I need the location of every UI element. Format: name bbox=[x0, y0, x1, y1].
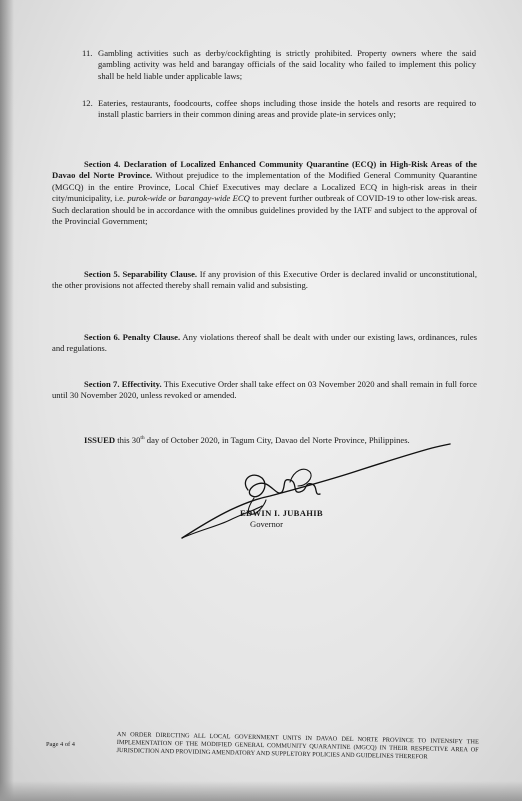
section-7 bbox=[52, 379, 477, 402]
section-6-heading: Section 6. Penalty Clause. bbox=[84, 332, 181, 342]
list-item-number: 12. bbox=[82, 98, 93, 108]
section-4-text-b: to prevent further outbreak of COVID-19 to other low-risk areas. Such declaration should be in accordance with the omnibus guidelines provided by the IATF and subject to the approval of the Provincial Government; bbox=[52, 193, 477, 227]
section-4 bbox=[52, 159, 477, 227]
issued-superscript: th bbox=[140, 435, 145, 442]
signatory-title: Governor bbox=[250, 519, 283, 529]
section-4-heading: Section 4. Declaration of Localized Enhanced Community Quarantine (ECQ) in High-Risk Areas of the Davao del Norte Province. bbox=[52, 159, 477, 181]
footer-order-title: AN ORDER DIRECTING ALL LOCAL GOVERNMENT UNITS IN DAVAO DEL NORTE PROVINCE TO INTENSIFY THE IMPLEMENTATION OF THE MODIFIED GENERAL COMMUNITY QUARANTINE (MGCQ) IN THEIR RESPECTIVE AREA OF JURISDICTION AND PROVIDING AMENDATORY AND SUPPLETORY POLICIES AND GUIDELINES THEREFOR bbox=[116, 731, 479, 761]
list-item-text: Eateries, restaurants, foodcourts, coffee shops including those inside the hotels and resorts are required to install plastic barriers in their common dining areas and provide plate-in services only; bbox=[98, 98, 476, 120]
issued-text-b: day of October 2020, in Tagum City, Davao del Norte Province, Philippines. bbox=[144, 435, 410, 445]
handwritten-signature bbox=[170, 440, 490, 550]
section-5 bbox=[52, 269, 477, 292]
section-4-text-italic: purok-wide or barangay-wide ECQ bbox=[127, 193, 250, 204]
list-item-number: 11. bbox=[82, 48, 93, 58]
signatory-name: EDWIN I. JUBAHIB bbox=[240, 508, 323, 518]
list-item-12 bbox=[82, 98, 476, 121]
page-edge-shadow bbox=[0, 0, 14, 801]
section-4-text-a: Without prejudice to the implementation of the Modified General Community Quarantine (MGCQ) in the entire Province, Local Chief Executives may declare a Localized ECQ in high-risk areas in their city/municipality, i.e. bbox=[52, 170, 478, 204]
section-5-text: If any provision of this Executive Order is declared invalid or unconstitutional, the other provisions not affected thereby shall remain valid and subsisting. bbox=[52, 269, 477, 291]
section-6-text: Any violations thereof shall be dealt with under our existing laws, ordinances, rules and regulations. bbox=[52, 332, 477, 354]
issued-text-a: this 30 bbox=[115, 435, 141, 445]
section-7-heading: Section 7. Effectivity. bbox=[84, 379, 162, 389]
issued-label: ISSUED bbox=[84, 435, 116, 445]
list-item-text: Gambling activities such as derby/cockfighting is strictly prohibited. Property owners where the said gambling activity was held and barangay officials of the said locality who failed to implement this policy shall be held liable under applicable laws; bbox=[98, 48, 476, 81]
page-bottom-shadow bbox=[0, 781, 522, 801]
section-7-text: This Executive Order shall take effect on 03 November 2020 and shall remain in full force until 30 November 2020, unless revoked or amended. bbox=[52, 379, 478, 401]
list-item-11 bbox=[82, 48, 476, 82]
section-5-heading: Section 5. Separability Clause. bbox=[84, 269, 198, 279]
section-6 bbox=[52, 332, 477, 355]
page-number: Page 4 of 4 bbox=[46, 741, 75, 748]
